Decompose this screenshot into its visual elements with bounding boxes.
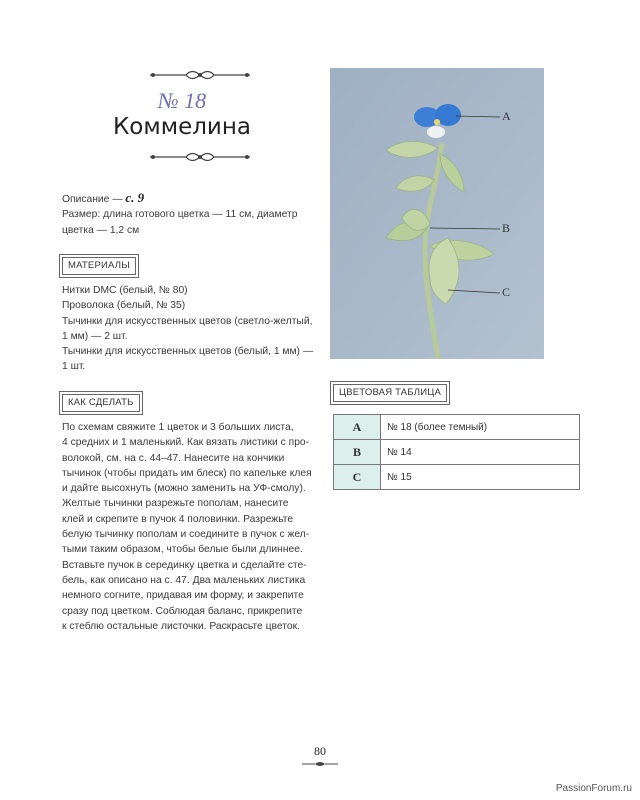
table-row	[334, 440, 580, 465]
info-block	[62, 190, 322, 238]
table-row	[334, 415, 580, 440]
color-key: C	[334, 465, 381, 490]
callout-c: C	[502, 285, 511, 299]
title-ornament	[150, 150, 250, 164]
material-line: 1 шт.	[62, 361, 86, 373]
color-table-label: ЦВЕТОВАЯ ТАБЛИЦА	[333, 384, 447, 402]
material-line: Нитки DMC (белый, № 80)	[62, 285, 188, 296]
page-ornament	[302, 760, 338, 768]
color-key: A	[334, 415, 381, 440]
size-line-2: цветка — 1,2 см	[62, 224, 140, 236]
color-value: № 15	[381, 465, 580, 490]
color-value: № 14	[381, 440, 580, 465]
howto-line: Желтые тычинки разрежьте пополам, нанесите	[62, 498, 289, 510]
materials-label: МАТЕРИАЛЫ	[62, 257, 136, 275]
flower-illustration	[330, 68, 544, 359]
material-line: Проволока (белый, № 35)	[62, 300, 186, 312]
howto-line: Вставьте пучок в серединку цветка и сделайте сте-	[62, 559, 307, 571]
howto-line: 4 средних и 1 маленький. Как вязать листики с про-	[62, 437, 310, 449]
color-value: № 18 (более темный)	[381, 415, 580, 440]
howto-line: бель, как описано на с. 47. Два маленьких листика	[62, 574, 306, 586]
material-line: Тычинки для искусственных цветов (светло-желтый,	[62, 315, 313, 327]
howto-line: сразу под цветком. Соблюдая баланс, прикрепите	[62, 605, 303, 617]
callout-b: B	[502, 221, 511, 235]
howto-text	[62, 420, 322, 634]
table-row	[334, 465, 580, 490]
color-key: B	[334, 440, 381, 465]
howto-line: клей и скрепите в пучок 4 половинки. Разрежьте	[62, 513, 294, 525]
description-line	[62, 190, 322, 207]
howto-line: По схемам свяжите 1 цветок и 3 больших листа,	[62, 422, 294, 433]
howto-line: волокой, см. на с. 44–47. Нанесите на кончики	[62, 452, 285, 464]
description-label: Описание —	[62, 194, 126, 205]
color-table	[333, 414, 580, 490]
flower-photo	[330, 68, 544, 359]
howto-line: к стеблю остальные листочки. Раскрасьте цветок.	[62, 620, 300, 632]
howto-line: тычинок (чтобы придать им блеск) по капельке клея	[62, 467, 312, 479]
page-title: Коммелина	[112, 114, 252, 140]
howto-line: и дайте высохнуть (можно заменить на УФ-смолу).	[62, 483, 306, 495]
callout-a: A	[502, 109, 511, 123]
material-line: Тычинки для искусственных цветов (белый, 1 мм) —	[62, 346, 314, 358]
howto-line: тыми таким образом, чтобы белые были длиннее.	[62, 544, 303, 556]
howto-line: немного согните, придавая им форму, и закрепите	[62, 590, 304, 602]
material-line: 1 мм) — 2 шт.	[62, 330, 128, 342]
size-line-1: Размер: длина готового цветка — 11 см, диаметр	[62, 209, 298, 221]
howto-label: КАК СДЕЛАТЬ	[62, 394, 140, 412]
howto-line: белую тычинку пополам и соедините в пучок с жел-	[62, 529, 310, 541]
materials-list	[62, 283, 322, 375]
top-ornament	[150, 68, 250, 82]
description-ref: с. 9	[125, 190, 145, 205]
pattern-number: № 18	[157, 88, 207, 113]
page-number: 80	[314, 744, 326, 758]
watermark: PassionForum.ru	[555, 783, 632, 794]
